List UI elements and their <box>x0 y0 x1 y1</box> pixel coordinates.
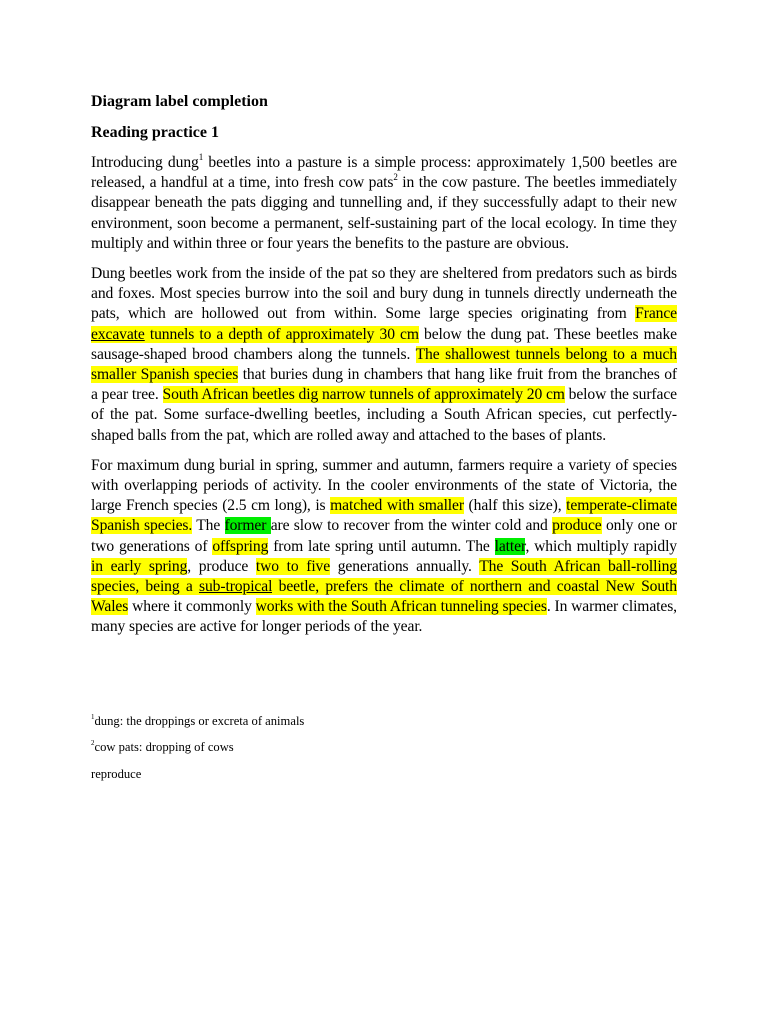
highlight: temperate-climate Spanish species. <box>91 497 677 535</box>
highlight: South African beetles dig narrow tunnels of approximately 20 cm <box>162 386 565 404</box>
highlight: offspring <box>212 537 269 555</box>
footnote-ref-1: 1 <box>198 152 204 162</box>
footnote-3: reproduce <box>91 767 142 781</box>
document-body <box>91 92 677 638</box>
highlight: tunnels to a depth of approximately 30 cm <box>149 325 419 343</box>
highlight: produce <box>552 517 602 535</box>
paragraph-2: Dung beetles work from the inside of the pat so they are sheltered from predators such as birds and foxes. Most species burrow into the soil and bury dung in tunnels directly underneath the pats, which are hollowed out from within. Some large species originating from France excavate tunnels to a depth of approximately 30 cm below the dung pat. These beetles make sausage-shaped brood chambers along the tunnels. The shallowest tunnels belong to a much smaller Spanish species that buries dung in chambers that hang like fruit from the branches of a pear tree. South African beetles dig narrow tunnels of approximately 20 cm below the surface of the pat. Some surface-dwelling beetles, including a South African species, cut perfectly-shaped balls from the pat, which are rolled away and attached to the bases of plants. <box>91 265 677 444</box>
highlight: in early spring <box>91 557 188 575</box>
section-heading: Reading practice 1 <box>91 124 219 141</box>
highlight: The shallowest tunnels belong to a much smaller Spanish species <box>91 345 677 384</box>
highlight-green: latter <box>494 537 526 555</box>
highlight-underlined: excavate <box>91 325 145 343</box>
paragraph-1: Introducing dung$^1$ beetles into a pasture is a simple process: approximately 1,500 beetles are released, a handful at a time, into fresh cow pats$^2$ in the cow pasture. The beetles immediately disappear beneath the pats digging and tunnelling and, if they successfully adapt to their new environment, soon become a permanent, self-sustaining part of the local ecology. In time they multiply and within three or four years the benefits to the pasture are obvious. <box>91 152 677 252</box>
footnote-1: $^1$dung: the droppings or excreta of animals <box>91 713 305 728</box>
highlight: matched with smaller <box>330 497 464 515</box>
highlight: The South African ball-rolling species, being a <box>91 557 678 596</box>
highlight: two to five <box>255 557 331 575</box>
footnote-2: $^2$cow pats: dropping of cows <box>91 739 234 754</box>
footnote-ref-2: 2 <box>393 172 398 183</box>
paragraph-3: For maximum dung burial in spring, summer and autumn, farmers require a variety of species with overlapping periods of activity. In the cooler environments of the state of Victoria, the large French species (2.5 cm long), is matched with smaller (half this size), temperate-climate Spanish species. The former are slow to recover from the winter cold and produce only one or two generations of offspring from late spring until autumn. The latter, which multiply rapidly in early spring, produce two to five generations annually. The South African ball-rolling species, being a sub-tropical beetle, prefers the climate of northern and coastal New South Wales where it commonly works with the South African tunneling species. In warmer climates, many species are active for longer periods of the year. <box>91 456 678 636</box>
highlight: works with the South African tunneling species <box>255 598 547 616</box>
highlight: beetle, prefers the climate of northern and coastal New South Wales <box>91 578 677 616</box>
highlight-green: former <box>224 517 271 535</box>
highlight: France <box>635 305 677 323</box>
page-title: Diagram label completion <box>91 93 268 110</box>
highlight-underlined: sub-tropical <box>199 578 273 596</box>
